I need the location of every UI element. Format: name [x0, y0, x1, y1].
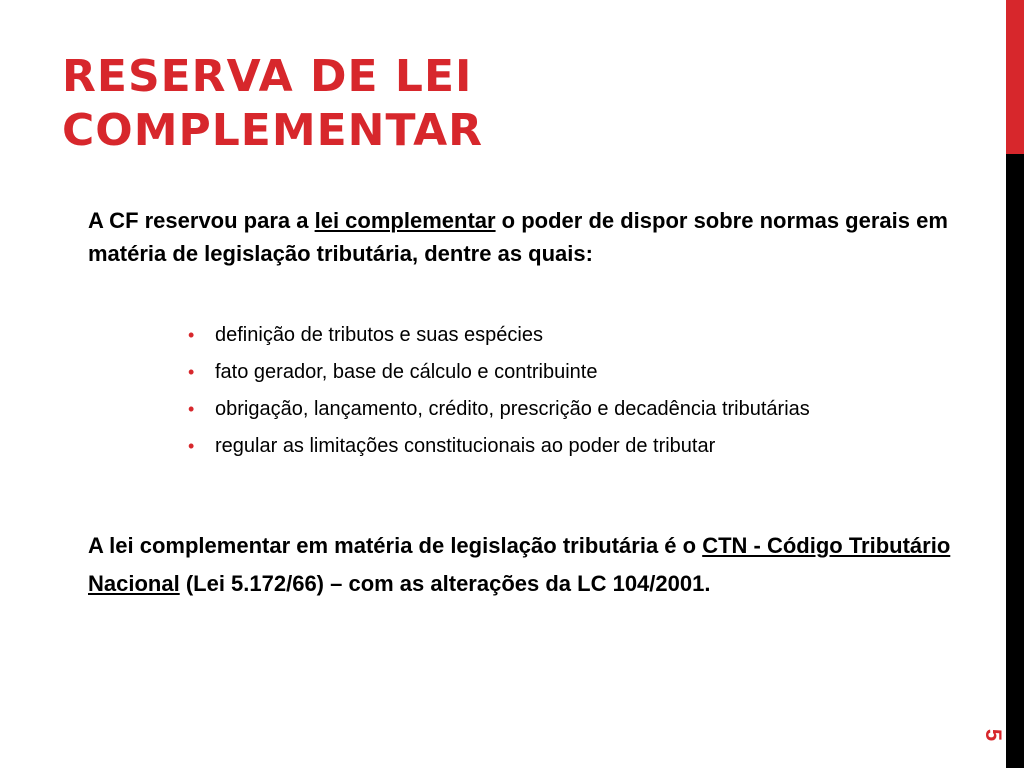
lei-complementar-underlined: lei complementar [314, 208, 496, 233]
bullet-icon: • [188, 436, 195, 456]
conclusion-text-start: A lei complementar em matéria de legislação tributária é o [88, 533, 703, 558]
intro-text-end: o poder de dispor sobre normas gerais em matéria de legislação tributária, dentre as quais: [88, 208, 948, 266]
list-item-text: obrigação, lançamento, crédito, prescrição e decadência tributárias [215, 398, 810, 420]
slide-page-number: 5 [981, 728, 1006, 742]
side-accent-bar-red [1006, 0, 1024, 154]
title-line-1: RESERVA DE LEI [62, 51, 473, 102]
title-line-2: COMPLEMENTAR [62, 105, 484, 156]
ctn-underlined: CTN - Código Tributário Nacional [88, 533, 951, 596]
intro-text-start: A CF reservou para a [88, 208, 315, 233]
intro-paragraph [88, 204, 998, 270]
conclusion-period: . [704, 571, 711, 596]
list-item-text: regular as limitações constitucionais ao poder de tributar [215, 435, 716, 457]
list-item [188, 431, 988, 468]
list-item-text: definição de tributos e suas espécies [215, 324, 543, 346]
bullet-icon: • [188, 399, 195, 419]
list-item [188, 357, 988, 394]
slide-title [62, 50, 962, 158]
conclusion-text-end: (Lei 5.172/66) – com as alterações da LC 104/2001 [179, 571, 705, 596]
conclusion-paragraph [88, 527, 988, 603]
bullet-list [188, 320, 988, 468]
bullet-icon: • [188, 325, 195, 345]
list-item-text: fato gerador, base de cálculo e contribuinte [215, 361, 598, 383]
bullet-icon: • [188, 362, 195, 382]
side-accent-bar-black [1006, 154, 1024, 768]
list-item [188, 320, 988, 357]
list-item [188, 394, 988, 431]
